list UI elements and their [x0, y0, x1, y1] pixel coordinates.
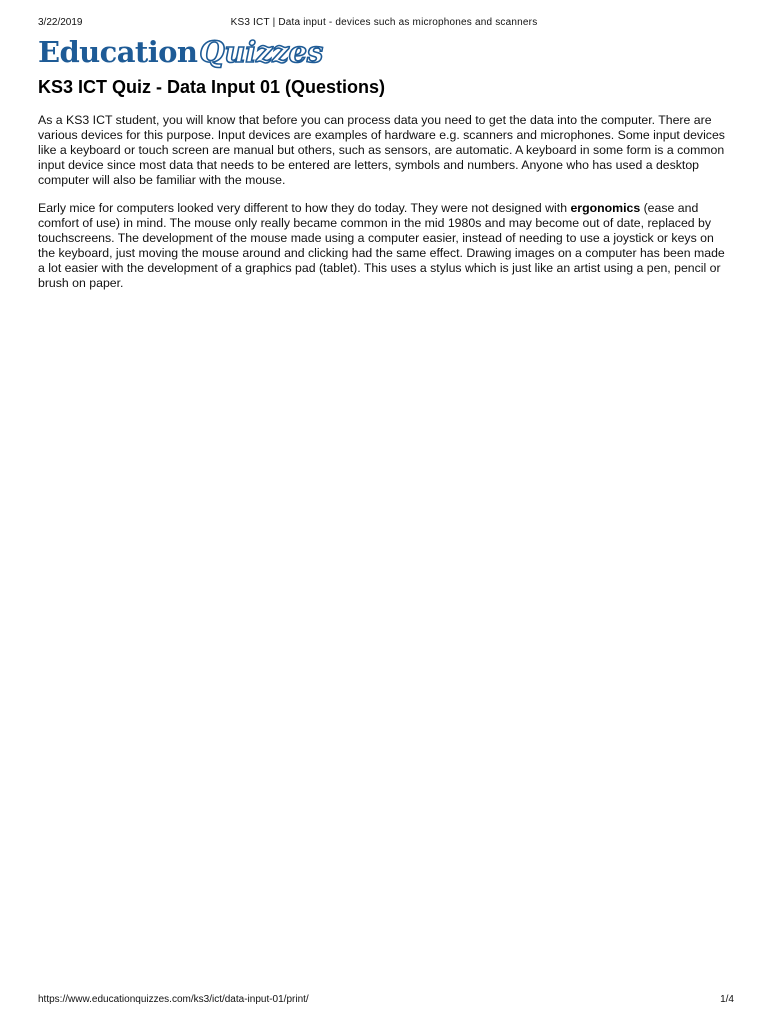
print-footer-page-number: 1/4	[720, 994, 734, 1005]
page-title: KS3 ICT Quiz - Data Input 01 (Questions)	[38, 77, 386, 97]
mouse-paragraph	[38, 201, 732, 291]
print-header-date: 3/22/2019	[38, 17, 83, 28]
ergonomics-term: ergonomics	[570, 201, 641, 215]
mouse-paragraph-text-start: Early mice for computers looked very different to how they do today. They were not designed with	[38, 201, 571, 215]
print-footer-url: https://www.educationquizzes.com/ks3/ict/data-input-01/print/	[38, 994, 309, 1005]
logo-quizzes-text: Quizzes	[199, 35, 324, 69]
education-quizzes-logo[interactable]	[38, 35, 323, 71]
logo-education-text: Education	[38, 35, 198, 69]
print-header-title: KS3 ICT | Data input - devices such as microphones and scanners	[230, 17, 538, 28]
mouse-paragraph-text-end: (ease and comfort of use) in mind. The mouse only really became common in the mid 1980s and may become out of date, replaced by touchscreens. The development of the mouse made using a computer easier, instead of needing to use a joystick or keys on the keyboard, just moving the mouse around and clicking had the same effect. Drawing images on a computer has been made a lot easier with the development of a graphics pad (tablet). This uses a stylus which is just like an artist using a pen, pencil or brush on paper.	[38, 201, 725, 290]
intro-paragraph: As a KS3 ICT student, you will know that before you can process data you need to get the data into the computer. There are various devices for this purpose. Input devices are examples of hardware e.g. scanners and microphones. Some input devices like a keyboard or touch screen are manual but others, such as sensors, are automatic. A keyboard in some form is a common input device since most data that needs to be entered are letters, symbols and numbers. Anyone who has used a desktop computer will also be familiar with the mouse.	[38, 113, 725, 187]
